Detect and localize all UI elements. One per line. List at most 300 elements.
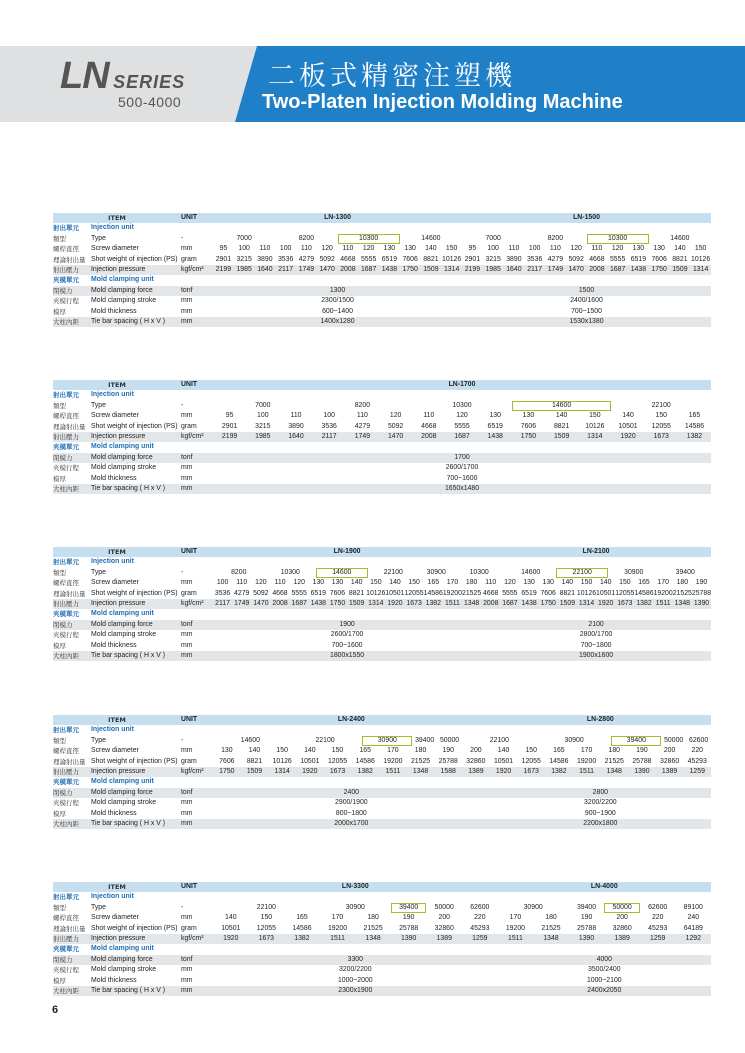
shot-weight-row-value: 10501: [221, 924, 241, 932]
shot-weight-row-value: 45293: [648, 924, 668, 932]
screw-diameter-row-value: 180: [367, 914, 379, 922]
type-value: 22100: [651, 401, 671, 409]
shot-weight-row-value: 4279: [234, 589, 250, 597]
clamping-unit-row: [53, 442, 711, 452]
injection-pressure-row-value: 1438: [521, 599, 537, 607]
screw-diameter-row-value: 165: [359, 747, 371, 755]
screw-diameter-row-unit: mm: [181, 245, 193, 253]
injection-pressure-row-value: 1750: [329, 599, 346, 607]
screw-diameter-row-value: 140: [248, 747, 261, 755]
screw-diameter-row-value: 110: [356, 412, 368, 420]
table-header-row: [53, 882, 711, 892]
clamping-stroke-row: [53, 630, 711, 640]
title-chinese: 二板式精密注塑機: [268, 61, 516, 92]
injection-pressure-row-value: 1509: [559, 599, 576, 607]
injection-pressure-row-values: [213, 599, 711, 609]
clamping-label-en: Mold clamping unit: [91, 610, 154, 618]
screw-diameter-row-value: 190: [636, 747, 648, 755]
mold-thickness-row-values: [213, 307, 711, 317]
shot-weight-row-en: Shot weight of injection (PS): [91, 589, 178, 597]
type-value: 39400: [611, 736, 661, 746]
shot-weight-row-value: 10501: [596, 589, 616, 597]
type-value: 30900: [523, 903, 543, 911]
type-value: 10300: [338, 234, 400, 244]
shot-weight-row-value: 25788: [632, 757, 652, 765]
clamping-force-row-en: Mold clamping force: [91, 286, 153, 294]
shot-weight-row-value: 3890: [288, 422, 304, 430]
injection-pressure-row-value: 1348: [543, 934, 559, 942]
type-unit: -: [181, 234, 184, 242]
shot-weight-row-value: 8821: [246, 757, 263, 765]
injection-pressure-row-value: 1985: [485, 265, 501, 273]
page-header: [0, 0, 745, 150]
injection-pressure-row-value: 1314: [368, 599, 384, 607]
clamping-stroke-row: [53, 463, 711, 473]
screw-diameter-row-value: 150: [589, 412, 601, 420]
item-header: ITEM: [108, 214, 126, 222]
type-label-en: Type: [91, 401, 106, 409]
shot-weight-row-value: 7606: [540, 589, 556, 597]
type-value: 7000: [255, 401, 271, 409]
item-header: ITEM: [108, 381, 126, 389]
type-row: [53, 401, 711, 411]
screw-diameter-row-value: 140: [674, 245, 686, 253]
screw-diameter-row-value: 130: [653, 245, 665, 253]
injection-pressure-row-values: [213, 265, 711, 275]
screw-diameter-row-value: 200: [663, 747, 676, 755]
screw-diameter-row-value: 140: [389, 579, 401, 587]
tie-bar-row-unit: mm: [181, 819, 193, 827]
type-label-zh: 類型: [53, 401, 66, 410]
shot-weight-row: [53, 422, 711, 432]
tie-bar-row-zh: 大柱內距: [53, 651, 79, 660]
clamping-stroke-row-values: [213, 965, 711, 975]
shot-weight-row-en: Shot weight of injection (PS): [91, 422, 178, 430]
type-value: 30900: [362, 736, 412, 746]
shot-weight-row-value: 25788: [691, 589, 712, 597]
screw-diameter-row-value: 110: [549, 245, 561, 253]
screw-diameter-row-value: 110: [290, 412, 302, 420]
shot-weight-row-value: 19200: [653, 589, 673, 597]
tie-bar-row-zh: 大柱內距: [53, 317, 79, 326]
mold-thickness-row-unit: mm: [181, 641, 193, 649]
screw-diameter-row-value: 150: [331, 747, 344, 755]
screw-diameter-row-value: 130: [522, 412, 535, 420]
unit-header: UNIT: [181, 214, 198, 221]
screw-diameter-row-value: 220: [474, 914, 486, 922]
shot-weight-row-value: 10501: [300, 757, 320, 765]
mold-thickness-row-zh: 模厚: [53, 307, 66, 316]
type-value: 14600: [421, 234, 441, 242]
clamping-force-row-en: Mold clamping force: [91, 788, 153, 796]
screw-diameter-row-value: 170: [509, 914, 522, 922]
injection-pressure-row-value: 1438: [630, 265, 647, 273]
injection-pressure-row-value: 2199: [215, 265, 232, 273]
shot-weight-row-value: 14586: [423, 589, 443, 597]
injection-pressure-row-value: 1750: [219, 767, 235, 775]
type-value: 14600: [670, 234, 690, 242]
shot-weight-row-value: 25788: [438, 757, 458, 765]
injection-unit-row: [53, 725, 711, 735]
shot-weight-row-value: 6519: [381, 255, 398, 263]
model-name: LN-2800: [586, 716, 614, 723]
screw-diameter-row-value: 100: [216, 579, 229, 587]
injection-pressure-row-zh: 射出壓力: [53, 265, 79, 274]
model-headers: [213, 380, 711, 390]
injection-pressure-row-value: 1382: [551, 767, 567, 775]
injection-pressure-row-zh: 射出壓力: [53, 432, 79, 441]
screw-diameter-row-value: 120: [255, 579, 267, 587]
screw-diameter-row-value: 170: [331, 914, 344, 922]
injection-pressure-row-value: 1390: [634, 767, 650, 775]
shot-weight-row-value: 6519: [487, 422, 503, 430]
injection-pressure-row-value: 1382: [294, 934, 310, 942]
injection-pressure-row-value: 1259: [472, 934, 488, 942]
table-header-row: [53, 715, 711, 725]
table-header-row: [53, 547, 711, 557]
injection-pressure-row-unit: kgf/cm²: [181, 432, 204, 440]
mold-thickness-row: [53, 976, 711, 986]
injection-pressure-row-value: 1382: [357, 767, 373, 775]
screw-diameter-row-value: 100: [257, 412, 269, 420]
clamping-stroke-row-unit: mm: [181, 464, 193, 472]
injection-pressure-row-value: 1438: [381, 265, 398, 273]
injection-pressure-row-value: 1511: [385, 767, 401, 775]
shot-weight-row-value: 4279: [354, 422, 371, 430]
unit-header: UNIT: [181, 381, 198, 388]
clamping-unit-row: [53, 609, 711, 619]
clamping-stroke-row-values: [213, 630, 711, 640]
clamping-force-row: [53, 620, 711, 630]
injection-pressure-row-value: 1750: [540, 599, 556, 607]
tie-bar-row-zh: 大柱內距: [53, 819, 79, 828]
screw-diameter-row-value: 140: [350, 579, 363, 587]
shot-weight-row-value: 12055: [327, 757, 348, 765]
screw-diameter-row-value: 110: [342, 245, 354, 253]
clamping-stroke-row-unit: mm: [181, 297, 193, 305]
clamping-stroke-row-en: Mold clamping stroke: [91, 799, 157, 807]
type-value: 7000: [236, 234, 252, 242]
mold-thickness-row-zh: 模厚: [53, 641, 66, 650]
injection-pressure-row-value: 2008: [421, 432, 437, 440]
screw-diameter-row-value: 150: [525, 747, 537, 755]
tie-bar-row-values: [213, 651, 711, 661]
clamping-stroke-row-values: [213, 463, 711, 473]
shot-weight-row-value: 21525: [461, 589, 482, 597]
type-value: 62600: [688, 736, 709, 744]
injection-pressure-row-value: 1509: [246, 767, 263, 775]
injection-pressure-row-values: [213, 934, 711, 944]
screw-diameter-row-value: 130: [221, 747, 233, 755]
model-name: LN-1300: [324, 214, 351, 221]
screw-diameter-row-values: [213, 244, 711, 254]
type-value: 30900: [345, 903, 365, 911]
shot-weight-row-value: 10126: [442, 255, 462, 263]
clamping-force-row-value: 2400: [343, 788, 359, 796]
shot-weight-row-value: 21525: [410, 757, 431, 765]
screw-diameter-row-value: 130: [632, 245, 645, 253]
shot-weight-row-value: 10501: [493, 757, 514, 765]
clamping-stroke-row-value: 2800/1700: [579, 631, 613, 639]
model-name: LN-1700: [448, 381, 476, 388]
screw-diameter-row-value: 140: [225, 914, 237, 922]
shot-weight-row-value: 14586: [549, 757, 569, 765]
mold-thickness-row: [53, 809, 711, 819]
spec-table: [53, 213, 711, 327]
injection-pressure-row-value: 1749: [354, 432, 371, 440]
screw-diameter-row-value: 100: [238, 245, 250, 253]
injection-pressure-row-value: 1470: [253, 599, 269, 607]
tie-bar-row-values: [213, 317, 711, 327]
screw-diameter-row-value: 120: [570, 245, 582, 253]
screw-diameter-row-en: Screw diameter: [91, 245, 139, 253]
clamping-force-row-value: 4000: [596, 955, 612, 963]
type-label-zh: 類型: [53, 903, 66, 912]
mold-thickness-row-value: 600~1400: [322, 307, 353, 315]
screw-diameter-row-value: 165: [553, 747, 565, 755]
injection-pressure-row-value: 1509: [672, 265, 688, 273]
tie-bar-row: [53, 484, 711, 494]
shot-weight-row-value: 10126: [691, 255, 711, 263]
shot-weight-row-value: 19200: [327, 924, 348, 932]
mold-thickness-row-zh: 模厚: [53, 976, 66, 985]
injection-pressure-row-value: 1470: [319, 265, 335, 273]
injection-pressure-row-value: 1314: [443, 265, 460, 273]
clamping-stroke-row-value: 2300/1500: [321, 297, 354, 305]
tie-bar-row-value: 1800x1550: [330, 651, 365, 659]
shot-weight-row: [53, 924, 711, 934]
injection-pressure-row-value: 1687: [291, 599, 307, 607]
clamping-force-row-value: 3300: [347, 955, 363, 963]
injection-pressure-row-value: 1438: [487, 432, 503, 440]
shot-weight-row-value: 5092: [568, 255, 584, 263]
type-label-zh: 類型: [53, 568, 66, 577]
type-value: 14600: [521, 568, 541, 576]
shot-weight-row-value: 2901: [215, 255, 232, 263]
screw-diameter-row-value: 110: [236, 579, 248, 587]
type-value: 7000: [485, 234, 501, 242]
shot-weight-row-value: 5092: [387, 422, 404, 430]
shot-weight-row-value: 32860: [466, 757, 486, 765]
type-value: 14600: [512, 401, 612, 411]
shot-weight-row-value: 19200: [383, 757, 403, 765]
clamping-force-row: [53, 955, 711, 965]
clamping-stroke-row-value: 2400/1600: [570, 297, 603, 305]
tie-bar-row-en: Tie bar spacing ( H x V ): [91, 986, 166, 994]
logo-series: SERIES: [113, 72, 186, 92]
type-value: 10300: [280, 568, 300, 576]
injection-pressure-row-value: 2199: [464, 265, 481, 273]
clamping-label-zh: 夾模單元: [53, 778, 79, 787]
injection-pressure-row-value: 1511: [330, 934, 345, 942]
type-unit: -: [181, 568, 184, 576]
injection-pressure-row: [53, 934, 711, 944]
clamping-stroke-row: [53, 296, 711, 306]
injection-pressure-row-zh: 射出壓力: [53, 767, 79, 776]
screw-diameter-row-value: 95: [225, 412, 234, 420]
injection-pressure-row-en: Injection pressure: [91, 934, 146, 942]
screw-diameter-row-unit: mm: [181, 914, 193, 922]
injection-pressure-row-values: [213, 767, 711, 777]
screw-diameter-row-value: 150: [619, 579, 631, 587]
screw-diameter-row-value: 150: [445, 245, 458, 253]
screw-diameter-row-values: [213, 578, 711, 588]
shot-weight-row-value: 14586: [684, 422, 705, 430]
ln-series-logo: [60, 55, 185, 98]
injection-label-zh: 射出單元: [53, 726, 79, 735]
clamping-stroke-row-values: [213, 798, 711, 808]
tie-bar-row-value: 2400x2050: [587, 986, 622, 994]
page-number: 6: [52, 1004, 59, 1016]
screw-diameter-row-value: 165: [638, 579, 650, 587]
injection-pressure-row-value: 2117: [527, 265, 543, 273]
injection-pressure-row-value: 1640: [506, 265, 522, 273]
table-header-row: [53, 380, 711, 390]
clamping-label-en: Mold clamping unit: [91, 443, 154, 451]
injection-pressure-row-unit: kgf/cm²: [181, 934, 204, 942]
screw-diameter-row-zh: 螺桿直徑: [53, 579, 79, 588]
screw-diameter-row-value: 120: [456, 412, 468, 420]
shot-weight-row-value: 10126: [576, 589, 597, 597]
mold-thickness-row-unit: mm: [181, 809, 193, 817]
screw-diameter-row-value: 130: [383, 245, 396, 253]
type-values: [213, 736, 711, 746]
shot-weight-row-value: 5092: [253, 589, 269, 597]
shot-weight-row-value: 32860: [612, 924, 632, 932]
shot-weight-row-value: 3536: [321, 422, 337, 430]
mold-thickness-row: [53, 641, 711, 651]
shot-weight-row-value: 5555: [360, 255, 377, 263]
injection-label-en: Injection unit: [91, 893, 134, 901]
injection-pressure-row-value: 1390: [693, 599, 710, 607]
injection-pressure-row-value: 2008: [589, 265, 605, 273]
mold-thickness-row-en: Mold thickness: [91, 307, 137, 315]
shot-weight-row-value: 8821: [348, 589, 365, 597]
shot-weight-row-value: 10501: [618, 422, 638, 430]
clamping-stroke-row-en: Mold clamping stroke: [91, 297, 157, 305]
shot-weight-row-value: 4668: [272, 589, 288, 597]
type-value: 62600: [470, 903, 490, 911]
type-unit: -: [181, 401, 184, 409]
injection-label-en: Injection unit: [91, 726, 134, 734]
injection-pressure-row-values: [213, 432, 711, 442]
shot-weight-row-values: [213, 589, 711, 599]
screw-diameter-row: [53, 746, 711, 756]
clamping-stroke-row-value: 3200/2200: [339, 966, 372, 974]
shot-weight-row-value: 12055: [651, 422, 671, 430]
type-value: 22100: [556, 568, 608, 578]
type-label-en: Type: [91, 903, 106, 911]
injection-pressure-row-value: 1640: [257, 265, 273, 273]
injection-pressure-row-value: 1390: [401, 934, 417, 942]
mold-thickness-row-value: 700~1500: [571, 307, 602, 315]
shot-weight-row-value: 10126: [272, 757, 292, 765]
mold-thickness-row-en: Mold thickness: [91, 641, 137, 649]
screw-diameter-row-value: 130: [312, 579, 325, 587]
injection-pressure-row-value: 1920: [223, 934, 239, 942]
tie-bar-row-unit: mm: [181, 317, 193, 325]
type-values: [213, 903, 711, 913]
shot-weight-row-values: [213, 757, 711, 767]
screw-diameter-row-value: 170: [446, 579, 459, 587]
type-unit: -: [181, 903, 184, 911]
injection-label-en: Injection unit: [91, 558, 134, 566]
type-value: 39400: [576, 903, 597, 911]
type-values: [213, 568, 711, 578]
screw-diameter-row-value: 120: [321, 245, 333, 253]
screw-diameter-row-value: 140: [622, 412, 634, 420]
clamping-force-row: [53, 453, 711, 463]
injection-pressure-row-value: 1750: [520, 432, 537, 440]
shot-weight-row-value: 14586: [292, 924, 312, 932]
screw-diameter-row-zh: 螺桿直徑: [53, 245, 79, 254]
shot-weight-row-value: 12055: [404, 589, 424, 597]
type-value: 62600: [648, 903, 668, 911]
screw-diameter-row-value: 140: [599, 579, 612, 587]
screw-diameter-row-value: 180: [676, 579, 689, 587]
screw-diameter-row-value: 190: [442, 747, 454, 755]
clamping-force-row-en: Mold clamping force: [91, 453, 153, 461]
mold-thickness-row-values: [213, 641, 711, 651]
spec-table: [53, 380, 711, 494]
mold-thickness-row-value: 1000~2000: [337, 976, 373, 984]
injection-pressure-row-value: 1511: [579, 767, 594, 775]
shot-weight-row-value: 3536: [526, 255, 543, 263]
shot-weight-row-value: 19200: [576, 757, 597, 765]
tie-bar-row-value: 1400x1280: [320, 317, 355, 325]
screw-diameter-row-values: [213, 411, 711, 421]
shot-weight-row-value: 6519: [310, 589, 326, 597]
table-header-row: [53, 213, 711, 223]
injection-pressure-row-value: 1673: [523, 767, 539, 775]
screw-diameter-row-value: 120: [293, 579, 305, 587]
clamping-unit-row: [53, 275, 711, 285]
tie-bar-row-en: Tie bar spacing ( H x V ): [91, 484, 166, 492]
shot-weight-row-value: 7606: [402, 255, 418, 263]
shot-weight-row-unit: gram: [181, 924, 197, 932]
clamping-force-row-en: Mold clamping force: [91, 955, 153, 963]
clamping-stroke-row-value: 3200/2200: [584, 799, 617, 807]
clamping-stroke-row-en: Mold clamping stroke: [91, 966, 157, 974]
tie-bar-row-value: 2000x1700: [334, 819, 369, 827]
shot-weight-row-value: 2901: [464, 255, 481, 263]
clamping-stroke-row-value: 3500/2400: [588, 966, 621, 974]
clamping-label-zh: 夾模單元: [53, 610, 79, 619]
clamping-label-en: Mold clamping unit: [91, 276, 154, 284]
shot-weight-row-values: [213, 255, 711, 265]
screw-diameter-row-value: 110: [300, 245, 312, 253]
tie-bar-row-value: 2200x1800: [583, 819, 618, 827]
clamping-label-zh: 夾模單元: [53, 276, 79, 285]
injection-pressure-row-unit: kgf/cm²: [181, 265, 204, 273]
injection-pressure-row-value: 2117: [215, 599, 230, 607]
clamping-force-row-unit: tonf: [181, 788, 193, 796]
clamping-stroke-row-values: [213, 296, 711, 306]
injection-pressure-row-value: 1749: [298, 265, 315, 273]
type-value: 22100: [383, 568, 403, 576]
type-row: [53, 568, 711, 578]
model-name: LN-2400: [337, 716, 365, 723]
injection-pressure-row-value: 1673: [617, 599, 633, 607]
screw-diameter-row-value: 150: [370, 579, 382, 587]
type-label-zh: 類型: [53, 736, 66, 745]
injection-pressure-row-value: 1348: [412, 767, 429, 775]
type-value: 10300: [469, 568, 489, 576]
shot-weight-row-value: 8821: [559, 589, 575, 597]
shot-weight-row-value: 7606: [219, 757, 235, 765]
clamping-force-row-unit: tonf: [181, 620, 193, 628]
shot-weight-row-value: 14586: [634, 589, 654, 597]
